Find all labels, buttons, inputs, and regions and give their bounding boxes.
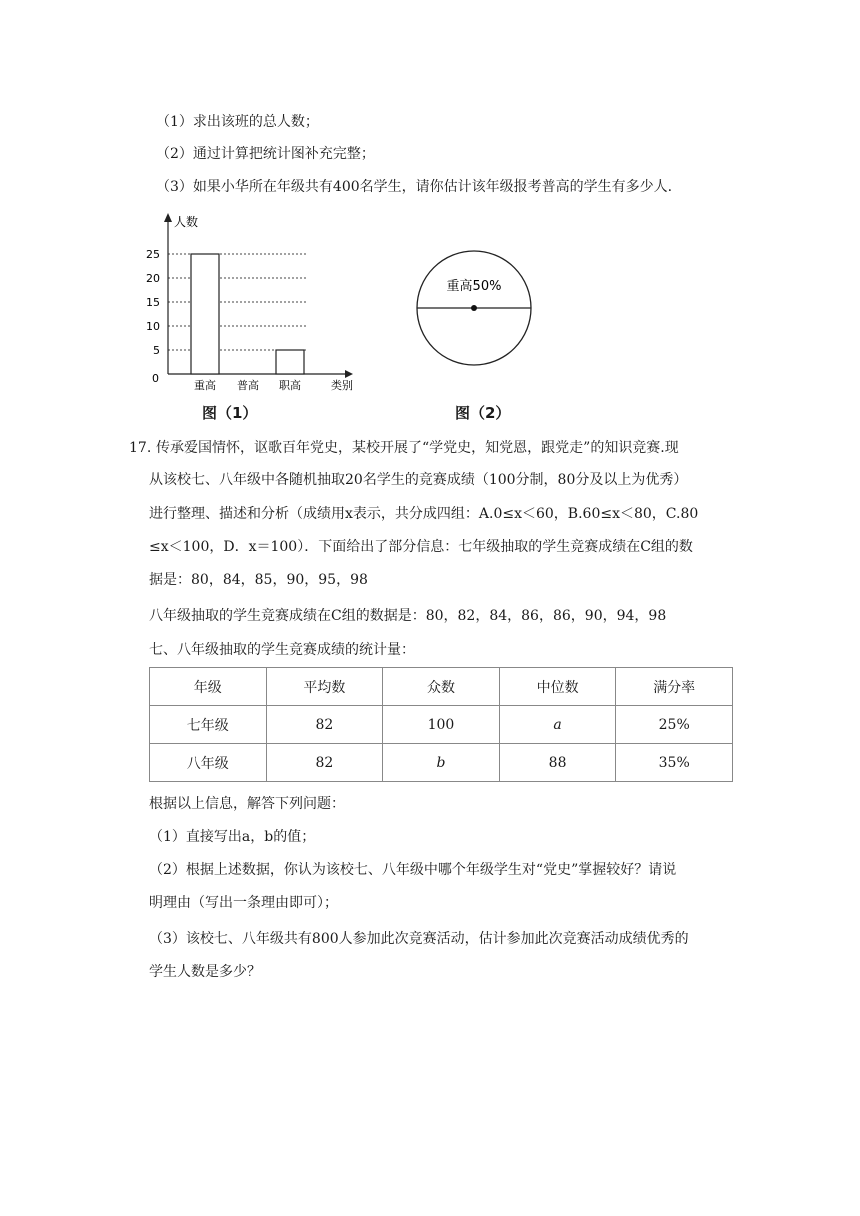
y-tick-label: 25: [146, 248, 160, 261]
q17-sub-3-line-2: 学生人数是多少？: [149, 964, 261, 980]
y-axis-label: 人数: [174, 215, 199, 229]
q17-sub-3-line-1: （3）该校七、八年级共有800人参加此次竞赛活动，估计参加此次竞赛活动成绩优秀的: [149, 931, 689, 947]
y-tick-label: 20: [146, 272, 160, 285]
q17-sub-1: （1）直接写出a，b的值；: [149, 829, 316, 845]
table-cell: 25%: [616, 706, 733, 744]
statistics-table: [149, 667, 733, 782]
pie-chart-figure2: [410, 226, 540, 396]
q17-line-1: 传承爱国情怀，讴歌百年党史，某校开展了“学党史，知党恩，跟党走”的知识竞赛.现: [156, 440, 679, 456]
q17-sub-2-line-2: 明理由（写出一条理由即可）；: [149, 895, 338, 911]
y-tick-label: 15: [146, 296, 160, 309]
bar-chart-figure1: [140, 210, 370, 400]
table-row: [150, 706, 733, 744]
table-cell: 八年级: [150, 744, 267, 782]
table-cell: a: [499, 706, 616, 744]
bar: [191, 254, 219, 374]
q17-line-2: 从该校七、八年级中各随机抽取20名学生的竞赛成绩（100分制，80分及以上为优秀）: [149, 472, 688, 488]
table-cell: b: [383, 744, 500, 782]
pie-slice-label: 重高50%: [446, 279, 502, 294]
y-axis-arrow: [164, 213, 172, 222]
category-labels: [194, 378, 301, 392]
figure1-caption: 图（1）: [202, 404, 258, 422]
pie-center-dot: [471, 305, 477, 311]
table-cell: 88: [499, 744, 616, 782]
category-label: 重高: [194, 379, 216, 392]
table-cell: 82: [266, 706, 383, 744]
table-row: [150, 744, 733, 782]
question-part-2: （2）通过计算把统计图补充完整；: [156, 146, 375, 162]
origin-label: 0: [152, 372, 159, 385]
question-number: 17.: [129, 440, 152, 456]
q17-line-6: 八年级抽取的学生竞赛成绩在C组的数据是：80，82，84，86，86，90，94，98: [149, 608, 667, 624]
category-label: 普高: [237, 379, 259, 392]
y-tick-labels: [146, 248, 160, 357]
category-label: 职高: [279, 379, 301, 392]
q17-after-line-1: 根据以上信息，解答下列问题：: [149, 796, 345, 812]
x-axis-label: 类别: [331, 379, 353, 392]
table-cell: 七年级: [150, 706, 267, 744]
q17-line-5: 据是：80，84，85，90，95，98: [149, 572, 368, 588]
table-header-cell: 满分率: [616, 668, 733, 706]
table-header-cell: 众数: [383, 668, 500, 706]
q17-line-3: 进行整理、描述和分析（成绩用x表示，共分成四组：A.0≤x＜60，B.60≤x＜80，C.80: [149, 506, 699, 522]
table-header-cell: 中位数: [499, 668, 616, 706]
table-header-cell: 年级: [150, 668, 267, 706]
figure2-caption: 图（2）: [455, 404, 511, 422]
table-header-row: [150, 668, 733, 706]
q17-line-4: ≤x＜100，D．x＝100）．下面给出了部分信息：七年级抽取的学生竞赛成绩在C组的数: [149, 539, 693, 555]
chart-gridlines: [168, 254, 308, 350]
table-cell: 100: [383, 706, 500, 744]
q17-sub-2-line-1: （2）根据上述数据，你认为该校七、八年级中哪个年级学生对“党史”掌握较好？请说: [149, 862, 677, 878]
bars: [191, 254, 304, 374]
table-cell: 82: [266, 744, 383, 782]
x-axis-arrow: [345, 370, 353, 378]
y-tick-label: 10: [146, 320, 160, 333]
bar: [276, 350, 304, 374]
q17-line-7: 七、八年级抽取的学生竞赛成绩的统计量：: [149, 642, 415, 658]
table-cell: 35%: [616, 744, 733, 782]
question-part-1: （1）求出该班的总人数；: [156, 114, 319, 130]
question-part-3: （3）如果小华所在年级共有400名学生，请你估计该年级报考普高的学生有多少人.: [156, 179, 673, 195]
y-tick-label: 5: [153, 344, 160, 357]
table-header-cell: 平均数: [266, 668, 383, 706]
